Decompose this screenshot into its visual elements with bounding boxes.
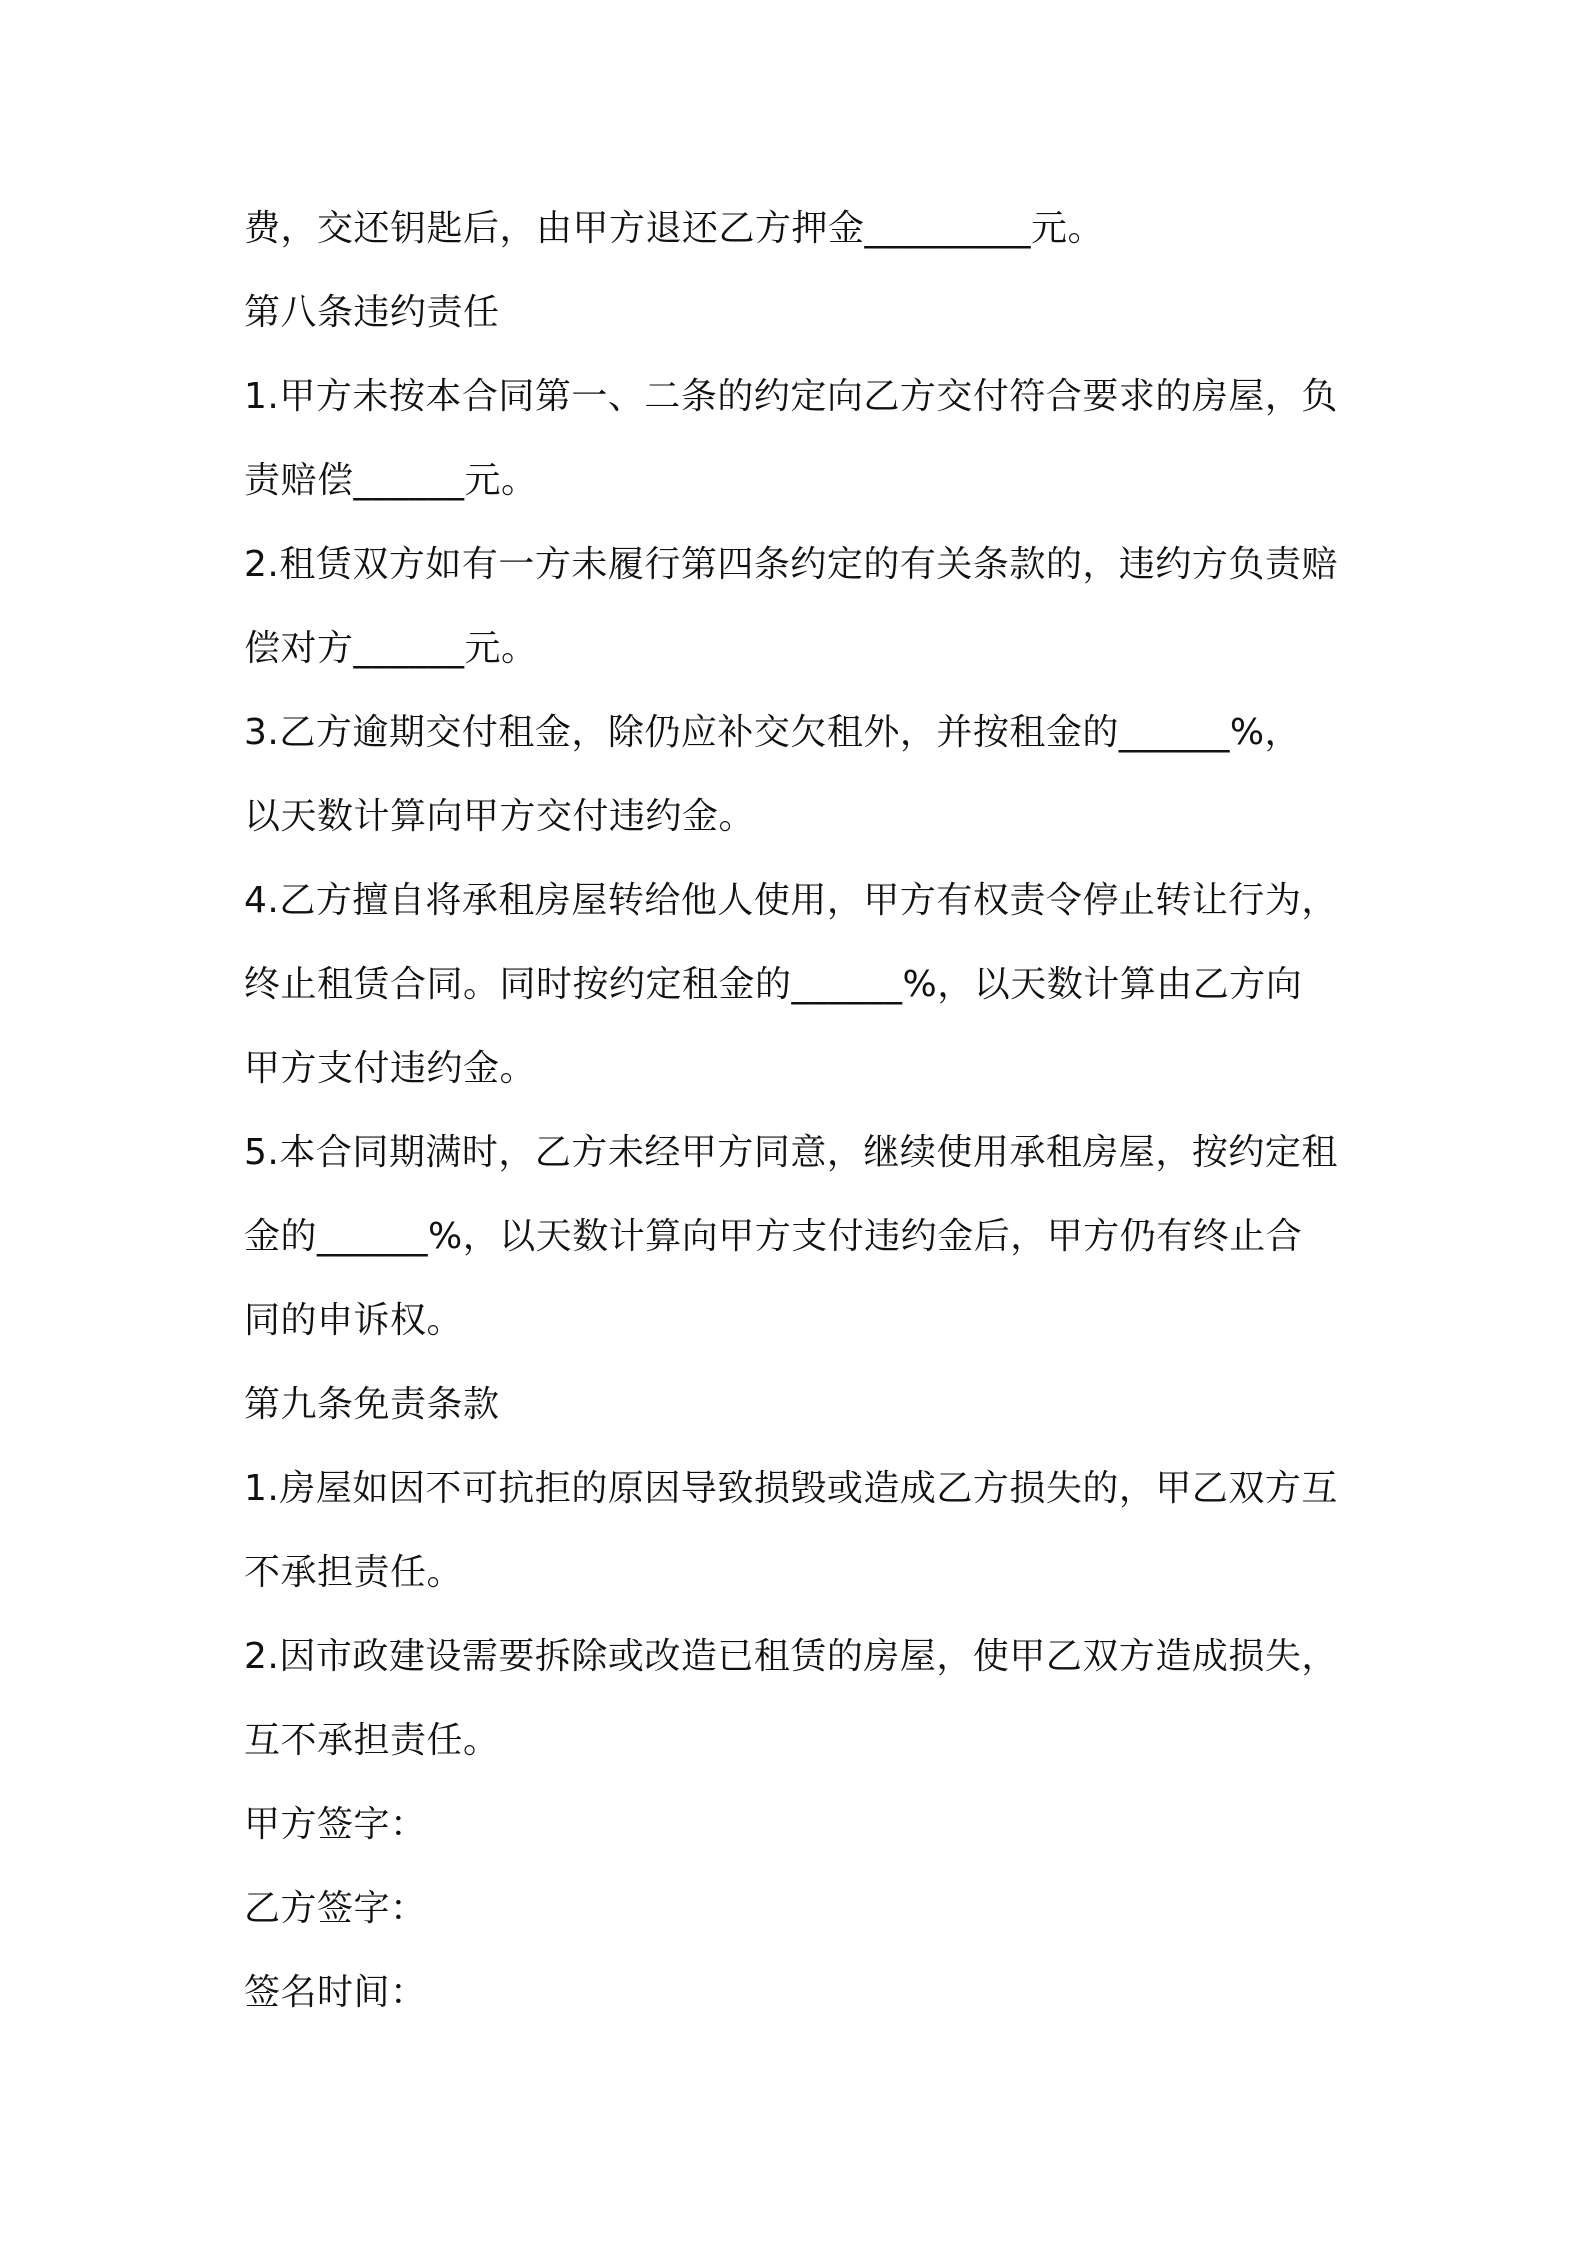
article-8-clause-5-line-1: 5.本合同期满时，乙方未经甲方同意，继续使用承租房屋，按约定租 xyxy=(244,1132,1338,1173)
article-9-clause-1-line-1: 1.房屋如因不可抗拒的原因导致损毁或造成乙方损失的，甲乙双方互 xyxy=(244,1468,1338,1509)
article-8-clause-2-line-2: 偿对方______元。 xyxy=(244,628,538,669)
article-9-clause-1-line-2: 不承担责任。 xyxy=(244,1552,464,1593)
article-8-clause-2-line-1: 2.租赁双方如有一方未履行第四条约定的有关条款的，违约方负责赔 xyxy=(244,544,1338,585)
article-8-clause-1-line-2: 责赔偿______元。 xyxy=(244,460,538,501)
article-8-clause-1-line-1: 1.甲方未按本合同第一、二条的约定向乙方交付符合要求的房屋，负 xyxy=(244,376,1338,417)
article-8-clause-4-line-2: 终止租赁合同。同时按约定租金的______%，以天数计算由乙方向 xyxy=(244,964,1303,1005)
article-9-clause-2-line-1: 2.因市政建设需要拆除或改造已租赁的房屋，使甲乙双方造成损失， xyxy=(244,1636,1338,1677)
article-8-clause-3-line-2: 以天数计算向甲方交付违约金。 xyxy=(244,796,756,837)
article-8-clause-4-line-3: 甲方支付违约金。 xyxy=(244,1048,537,1089)
party-b-signature-label: 乙方签字： xyxy=(244,1888,427,1929)
deposit-refund-line: 费，交还钥匙后，由甲方退还乙方押金_________元。 xyxy=(244,208,1105,249)
article-8-clause-4-line-1: 4.乙方擅自将承租房屋转给他人使用，甲方有权责令停止转让行为， xyxy=(244,880,1338,921)
article-9-clause-2-line-2: 互不承担责任。 xyxy=(244,1720,500,1761)
article-8-heading: 第八条违约责任 xyxy=(244,292,500,333)
party-a-signature-label: 甲方签字： xyxy=(244,1804,427,1845)
article-9-heading: 第九条免责条款 xyxy=(244,1384,500,1425)
article-8-clause-5-line-2: 金的______%，以天数计算向甲方支付违约金后，甲方仍有终止合 xyxy=(244,1216,1303,1257)
article-8-clause-5-line-3: 同的申诉权。 xyxy=(244,1300,464,1341)
signing-date-label: 签名时间： xyxy=(244,1972,427,2013)
article-8-clause-3-line-1: 3.乙方逾期交付租金，除仍应补交欠租外，并按租金的______%， xyxy=(244,712,1302,753)
